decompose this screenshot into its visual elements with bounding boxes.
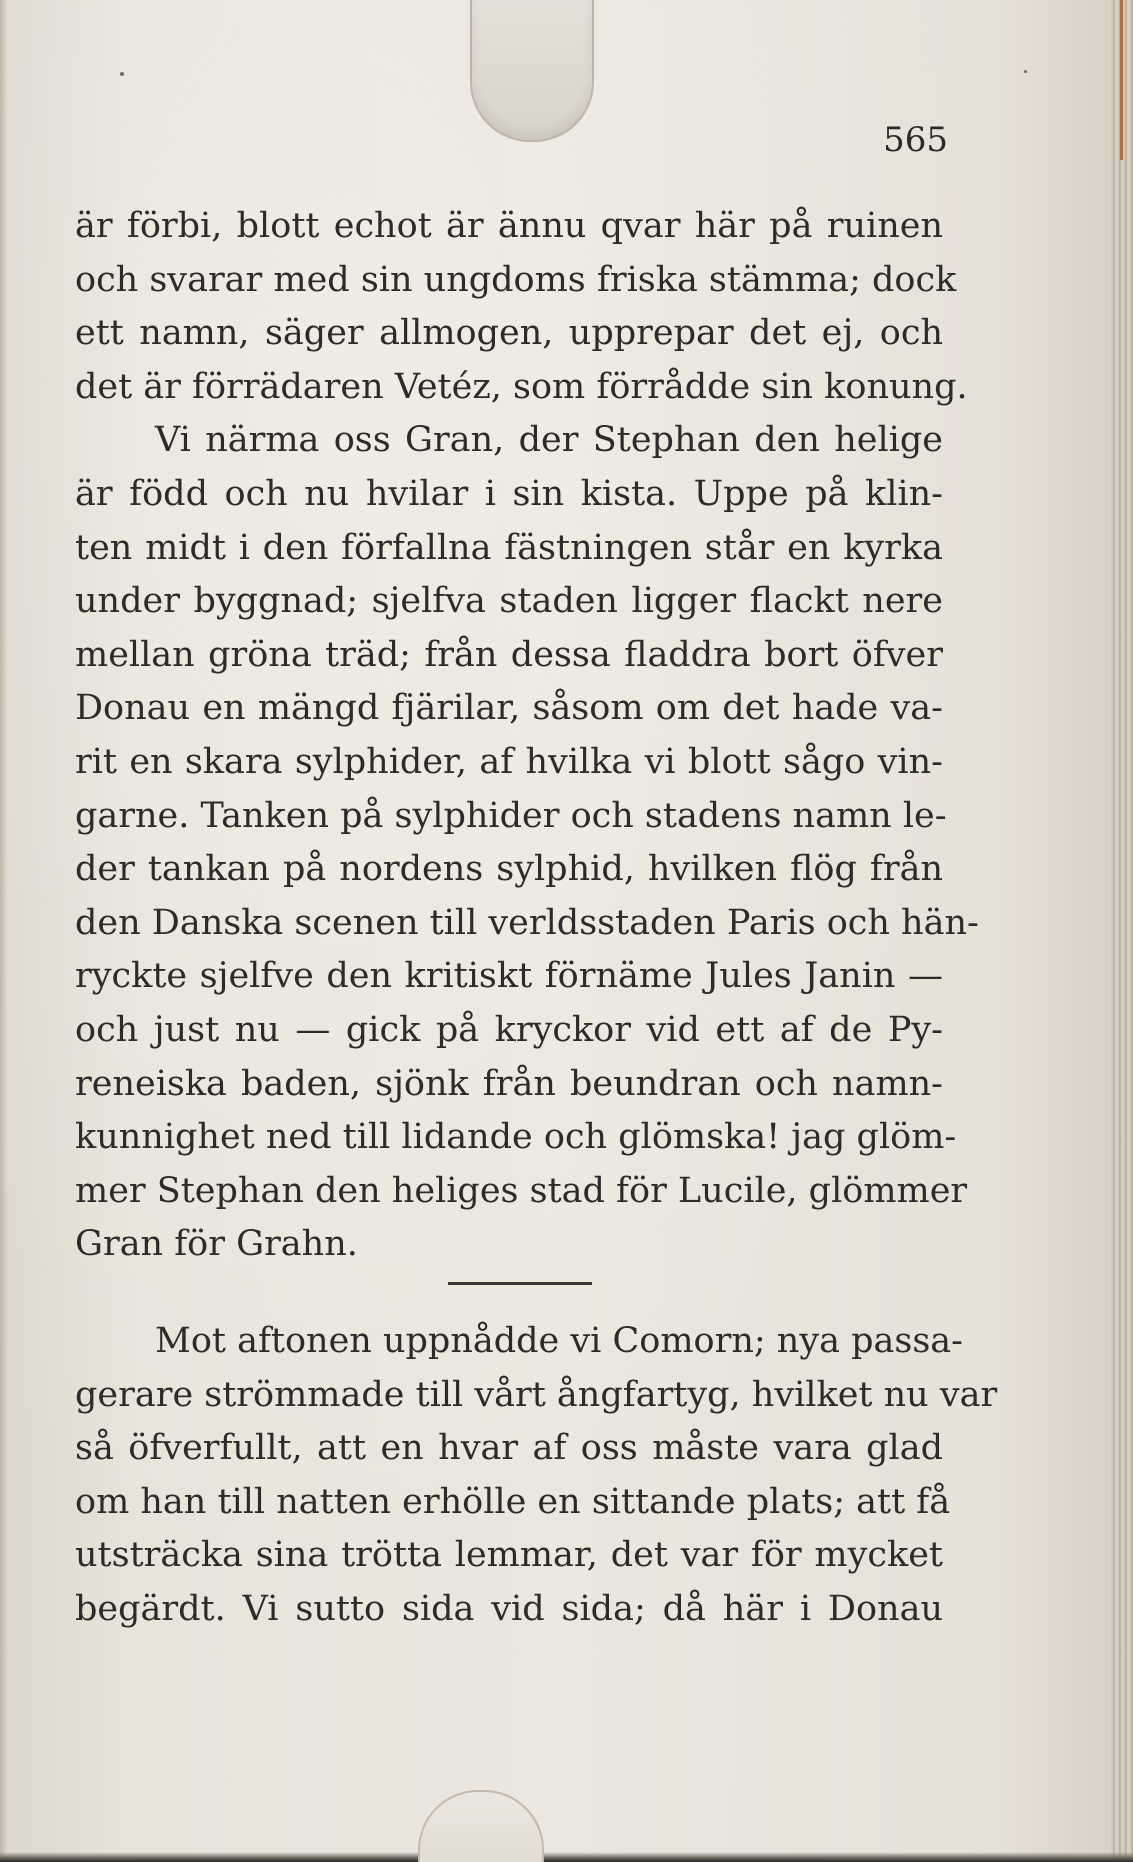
section-divider	[448, 1282, 592, 1285]
text-line: rit en skara sylphider, af hvilka vi blott sågo vin-	[75, 741, 943, 782]
paper-speck	[1024, 70, 1027, 73]
text-line: garne. Tanken på sylphider och stadens namn le-	[75, 795, 947, 836]
text-line: utsträcka sina trötta lemmar, det var för mycket	[75, 1535, 943, 1576]
text-line: den Danska scenen till verldsstaden Paris och hän-	[75, 902, 979, 943]
page-stack-edge	[1111, 0, 1133, 1862]
body-text-top	[75, 200, 979, 1272]
text-line: ryckte sjelfve den kritiskt förnäme Jules Janin —	[75, 956, 943, 997]
body-text-bottom	[75, 1315, 998, 1637]
text-line: så öfverfullt, att en hvar af oss måste vara glad	[75, 1428, 943, 1469]
page-left-edge	[0, 0, 8, 1862]
text-line: reneiska baden, sjönk från beundran och namn-	[75, 1063, 943, 1104]
text-line: ett namn, säger allmogen, upprepar det ej, och	[75, 313, 943, 354]
text-line: gerare strömmade till vårt ångfartyg, hvilket nu var	[75, 1374, 998, 1415]
text-line: det är förrädaren Vetéz, som förrådde sin konung.	[75, 366, 968, 407]
text-line: Donau en mängd fjärilar, såsom om det hade va-	[75, 688, 943, 729]
text-line: ten midt i den förfallna fästningen står en kyrka	[75, 527, 943, 568]
text-line: mer Stephan den heliges stad för Lucile, glömmer	[75, 1170, 968, 1211]
text-line: begärdt. Vi sutto sida vid sida; då här i Donau	[75, 1588, 943, 1629]
text-line: kunnighet ned till lidande och glömska! jag glöm-	[75, 1117, 957, 1158]
text-line: och just nu — gick på kryckor vid ett af de Py-	[75, 1009, 943, 1050]
page-number: 565	[883, 120, 948, 160]
text-line: Gran för Grahn.	[75, 1224, 358, 1265]
text-line: är förbi, blott echot är ännu qvar här på ruinen	[75, 206, 943, 246]
text-line: om han till natten erhölle en sittande plats; att få	[75, 1481, 951, 1522]
scanner-clip-top	[470, 0, 594, 142]
text-line: under byggnad; sjelfva staden ligger flackt nere	[75, 581, 943, 622]
text-line: är född och nu hvilar i sin kista. Uppe på klin-	[75, 473, 943, 514]
scanner-clip-bottom	[418, 1790, 544, 1862]
text-line: mellan gröna träd; från dessa fladdra bort öfver	[75, 634, 943, 675]
text-line: Vi närma oss Gran, der Stephan den helige	[155, 420, 943, 461]
paper-speck	[120, 72, 124, 76]
page-edge-mark	[1120, 0, 1123, 160]
page-bottom-edge	[0, 1852, 1133, 1862]
text-line: och svarar med sin ungdoms friska stämma; dock	[75, 259, 957, 300]
text-line: der tankan på nordens sylphid, hvilken flög från	[75, 849, 943, 890]
text-line: Mot aftonen uppnådde vi Comorn; nya passa-	[155, 1321, 963, 1361]
